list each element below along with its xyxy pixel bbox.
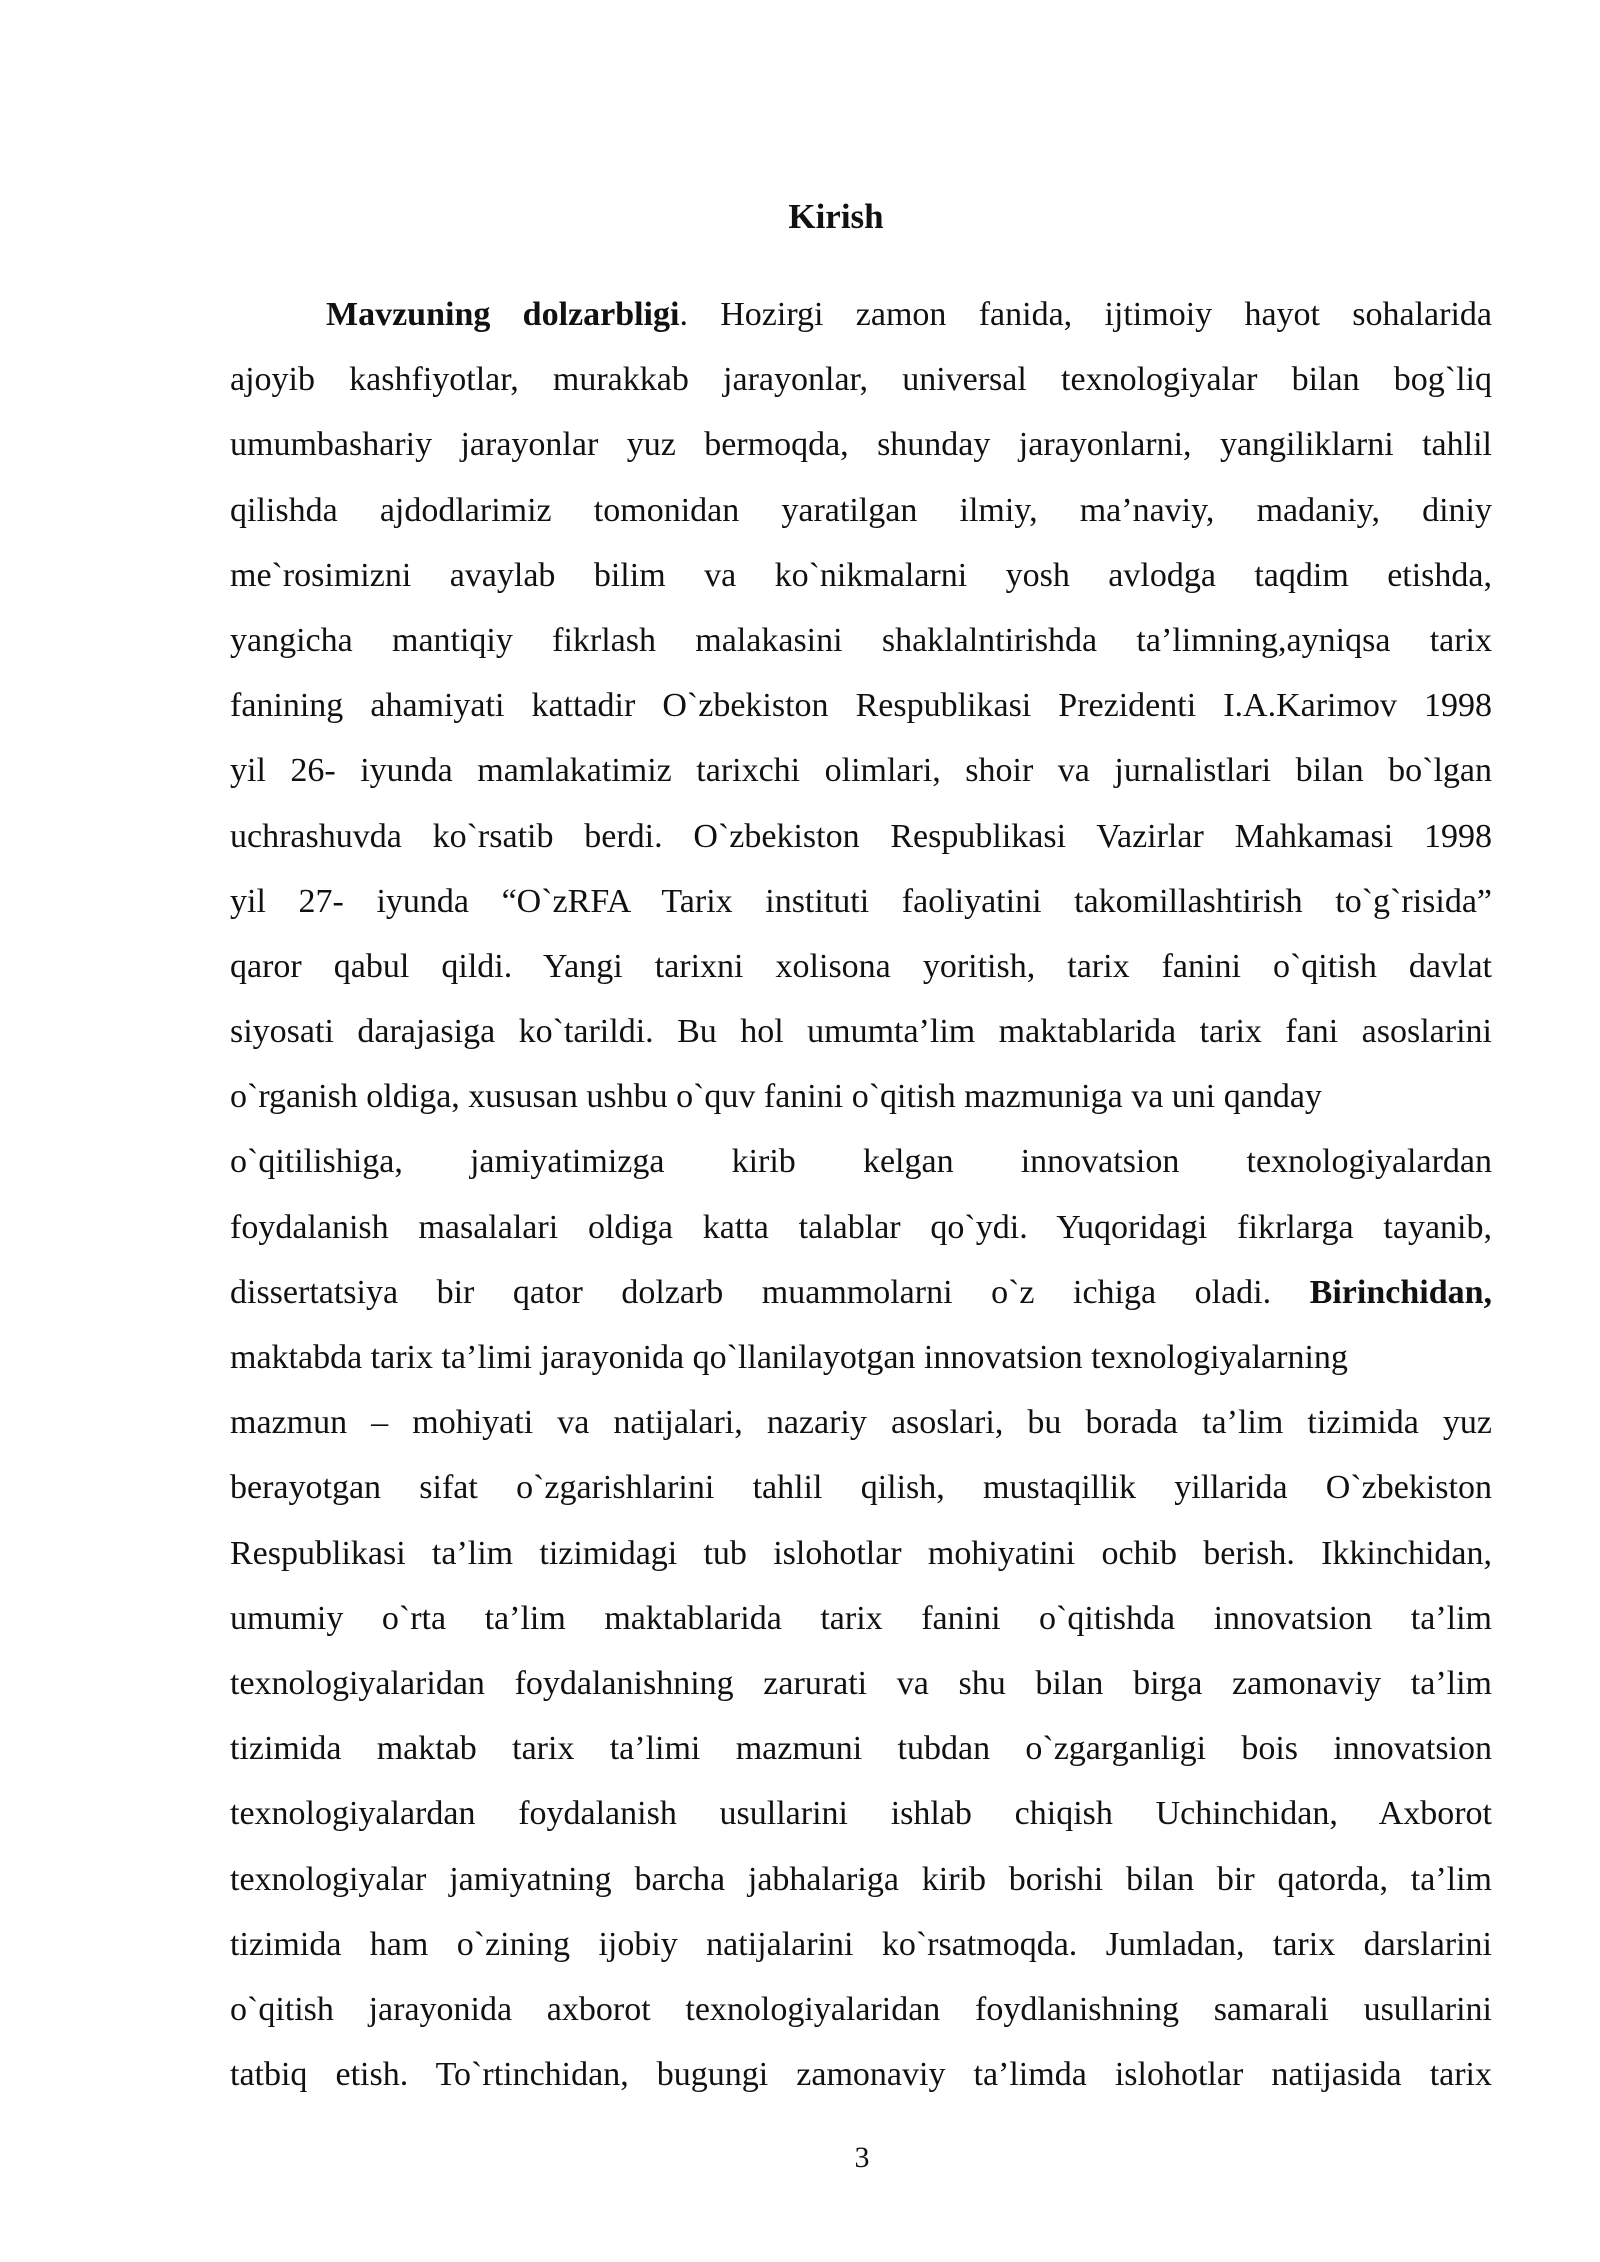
body-paragraph <box>230 282 1492 2107</box>
text-line: umumbashariy jarayonlar yuz bermoqda, shunday jarayonlarni, yangiliklarni tahlil <box>230 426 1492 464</box>
text-line: yil 27- iyunda “O`zRFA Tarix instituti faoliyatini takomillashtirish to`g`risida” <box>230 882 1492 920</box>
text-line: fanining ahamiyati kattadir O`zbekiston Respublikasi Prezidenti I.A.Karimov 1998 <box>230 687 1492 725</box>
text-line <box>230 282 1492 347</box>
text-line: mazmun – mohiyati va natijalari, nazariy asoslari, bu borada ta’lim tizimida yuz <box>230 1404 1492 1442</box>
text-line: yil 26- iyunda mamlakatimiz tarixchi olimlari, shoir va jurnalistlari bilan bo`lgan <box>230 752 1492 790</box>
text-line: siyosati darajasiga ko`tarildi. Bu hol umumta’lim maktablarida tarix fani asoslarini <box>230 1013 1492 1051</box>
text-line: tatbiq etish. To`rtinchidan, bugungi zamonaviy ta’limda islohotlar natijasida tarix <box>230 2056 1492 2094</box>
text-line: ajoyib kashfiyotlar, murakkab jarayonlar, universal texnologiyalar bilan bog`liq <box>230 361 1492 399</box>
text-line: o`rganish oldiga, xususan ushbu o`quv fanini o`qitish mazmuniga va uni qanday <box>230 1078 1322 1116</box>
text-line: qilishda ajdodlarimiz tomonidan yaratilgan ilmiy, ma’naviy, madaniy, diniy <box>230 491 1492 529</box>
text-line: tizimida ham o`zining ijobiy natijalarini ko`rsatmoqda. Jumladan, tarix darslarini <box>230 1925 1492 1963</box>
lead-heading: Mavzuning dolzarbligi <box>326 296 680 333</box>
text-line-part: . Hozirgi zamon fanida, ijtimoiy hayot sohalarida <box>679 296 1493 333</box>
text-line: o`qitilishiga, jamiyatimizga kirib kelgan innovatsion texnologiyalardan <box>230 1143 1492 1181</box>
text-line: uchrashuvda ko`rsatib berdi. O`zbekiston Respublikasi Vazirlar Mahkamasi 1998 <box>230 817 1492 855</box>
text-line: maktabda tarix ta’limi jarayonida qo`llanilayotgan innovatsion texnologiyalarning <box>230 1339 1348 1376</box>
text-line: texnologiyalar jamiyatning barcha jabhalariga kirib borishi bilan bir qatorda, ta’lim <box>230 1860 1492 1898</box>
section-title: Kirish <box>788 197 884 236</box>
text-line: o`qitish jarayonida axborot texnologiyalaridan foydlanishning samarali usullarini <box>230 1990 1492 2028</box>
text-line: tizimida maktab tarix ta’limi mazmuni tubdan o`zgarganligi bois innovatsion <box>230 1730 1492 1768</box>
text-line-part: dissertatsiya bir qator dolzarb muammolarni o`z ichiga oladi. <box>230 1273 1272 1311</box>
text-line: foydalanish masalalari oldiga katta talablar qo`ydi. Yuqoridagi fikrlarga tayanib, <box>230 1208 1492 1246</box>
text-line <box>230 1260 1492 1325</box>
text-line: me`rosimizni avaylab bilim va ko`nikmalarni yosh avlodga taqdim etishda, <box>230 556 1492 594</box>
text-line: umumiy o`rta ta’lim maktablarida tarix fanini o`qitishda innovatsion ta’lim <box>230 1599 1492 1637</box>
text-line: yangicha mantiqiy fikrlash malakasini shaklalntirishda ta’limning,ayniqsa tarix <box>230 621 1492 659</box>
text-line: texnologiyalardan foydalanish usullarini ishlab chiqish Uchinchidan, Axborot <box>230 1795 1492 1833</box>
page-number: 3 <box>854 2141 870 2174</box>
text-line: texnologiyalaridan foydalanishning zarurati va shu bilan birga zamonaviy ta’lim <box>230 1664 1492 1702</box>
inline-bold-term: Birinchidan, <box>1309 1273 1493 1311</box>
text-line: Respublikasi ta’lim tizimidagi tub islohotlar mohiyatini ochib berish. Ikkinchidan, <box>230 1534 1492 1572</box>
text-line: berayotgan sifat o`zgarishlarini tahlil qilish, mustaqillik yillarida O`zbekiston <box>230 1469 1492 1507</box>
text-line: qaror qabul qildi. Yangi tarixni xolisona yoritish, tarix fanini o`qitish davlat <box>230 947 1492 985</box>
